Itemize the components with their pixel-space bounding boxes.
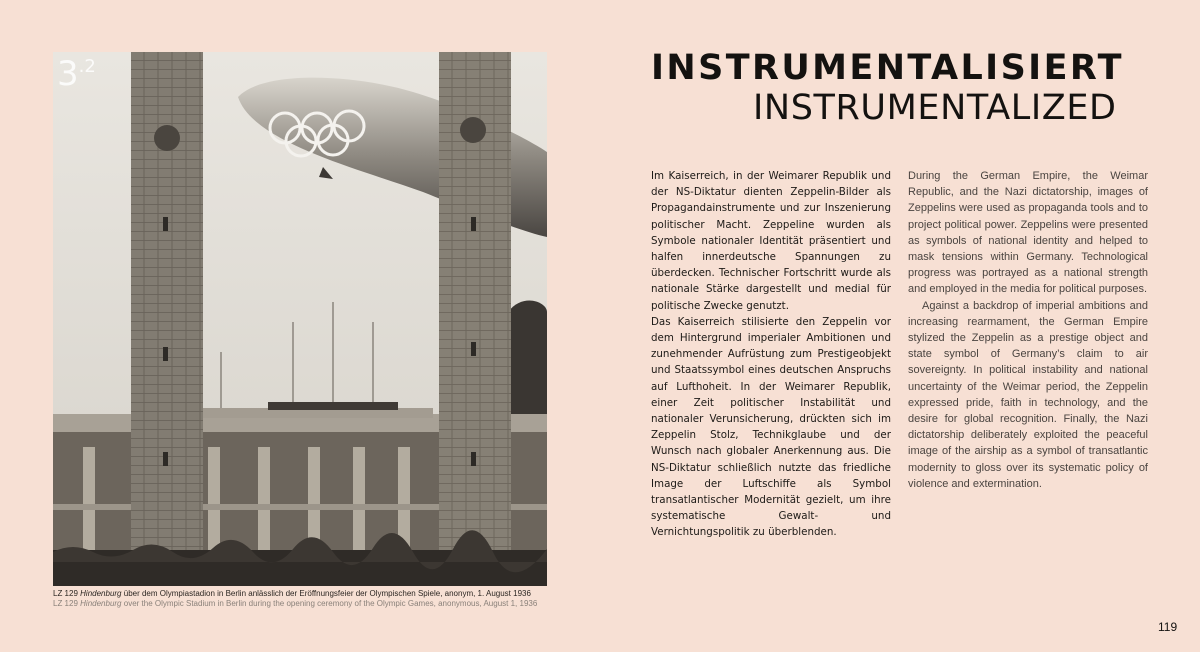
paragraph: Das Kaiserreich stilisierte den Zeppelin vor dem Hintergrund imperialer Ambitionen und zunehmender Aufrüstung zum Prestigeobjekt und Staatssymbol eines deutschen Anspruchs auf Lufthoheit. In der Weimarer Republik, einer Zeit politischer Instabilität und nationaler Verunsicherung, drückten sich im Zeppelin Stolz, Technikglaube und der Wunsch nach globaler Anerkennung aus. Die NS-Diktatur schließlich nutzte das friedliche Image der Luftschiffe als Symbol transatlantischer Modernität gezielt, um ihre systematische Gewalt- und Vernichtungspolitik zu überblenden. bbox=[651, 315, 891, 539]
historical-photograph bbox=[53, 52, 547, 586]
stadium-airship-illustration bbox=[53, 52, 547, 586]
tower-emblem-icon bbox=[460, 117, 486, 143]
figure-caption bbox=[53, 589, 573, 609]
caption-english: LZ 129 Hindenburg over the Olympic Stadium in Berlin during the opening ceremony of the Olympic Games, anonymous, August 1, 1936 bbox=[53, 599, 538, 608]
paragraph: Against a backdrop of imperial ambitions and increasing rearmament, the German Empire stylized the Zeppelin as a prestige object and state symbol of Germany’s claim to air sovereignty. In political instability and national uncertainty of the Weimar period, the Zeppelin expressed pride, faith in technology, and the desire for global recognition. Finally, the Nazi dictatorship deliberately exploited the peaceful image of the airship as a symbol of transatlantic modernity to gloss over its systematic policy of violence and extermination. bbox=[908, 299, 1148, 490]
left-bell-tower bbox=[131, 52, 203, 572]
caption-german: LZ 129 Hindenburg über dem Olympiastadion in Berlin anlässlich der Eröffnungsfeier der Olympischen Spiele, anonym, 1. August 1936 bbox=[53, 589, 531, 598]
body-text-german bbox=[651, 168, 891, 541]
heading-english: INSTRUMENTALIZED bbox=[753, 88, 1117, 128]
heading-german: INSTRUMENTALISIERT bbox=[651, 48, 1124, 88]
page-number: 119 bbox=[1158, 620, 1178, 634]
right-bell-tower bbox=[439, 52, 511, 572]
olympic-emblem-icon bbox=[154, 125, 180, 151]
paragraph: Im Kaiserreich, in der Weimarer Republik und der NS-Diktatur dienten Zeppelin-Bilder als Propagandainstrumente und zur Inszenierung politischer Macht. Zeppeline wurden als Symbole nationaler Identität präsentiert und halfen innerdeutsche Spannungen zu überdecken. Technischer Fortschritt wurde als nationale Stärke dargestellt und medial für politische Zwecke genutzt. bbox=[651, 170, 891, 312]
figure-number: $3^{.2}$ bbox=[57, 54, 96, 94]
paragraph: During the German Empire, the Weimar Republic, and the Nazi dictatorship, images of Zeppelins were used as propaganda tools and to project political power. Zeppelins were presented as symbols of national identity and helped to mask tensions within Germany. Technological progress was portrayed as a national strength and employed in the media for political purposes. bbox=[908, 170, 1148, 296]
body-text-english bbox=[908, 168, 1148, 492]
